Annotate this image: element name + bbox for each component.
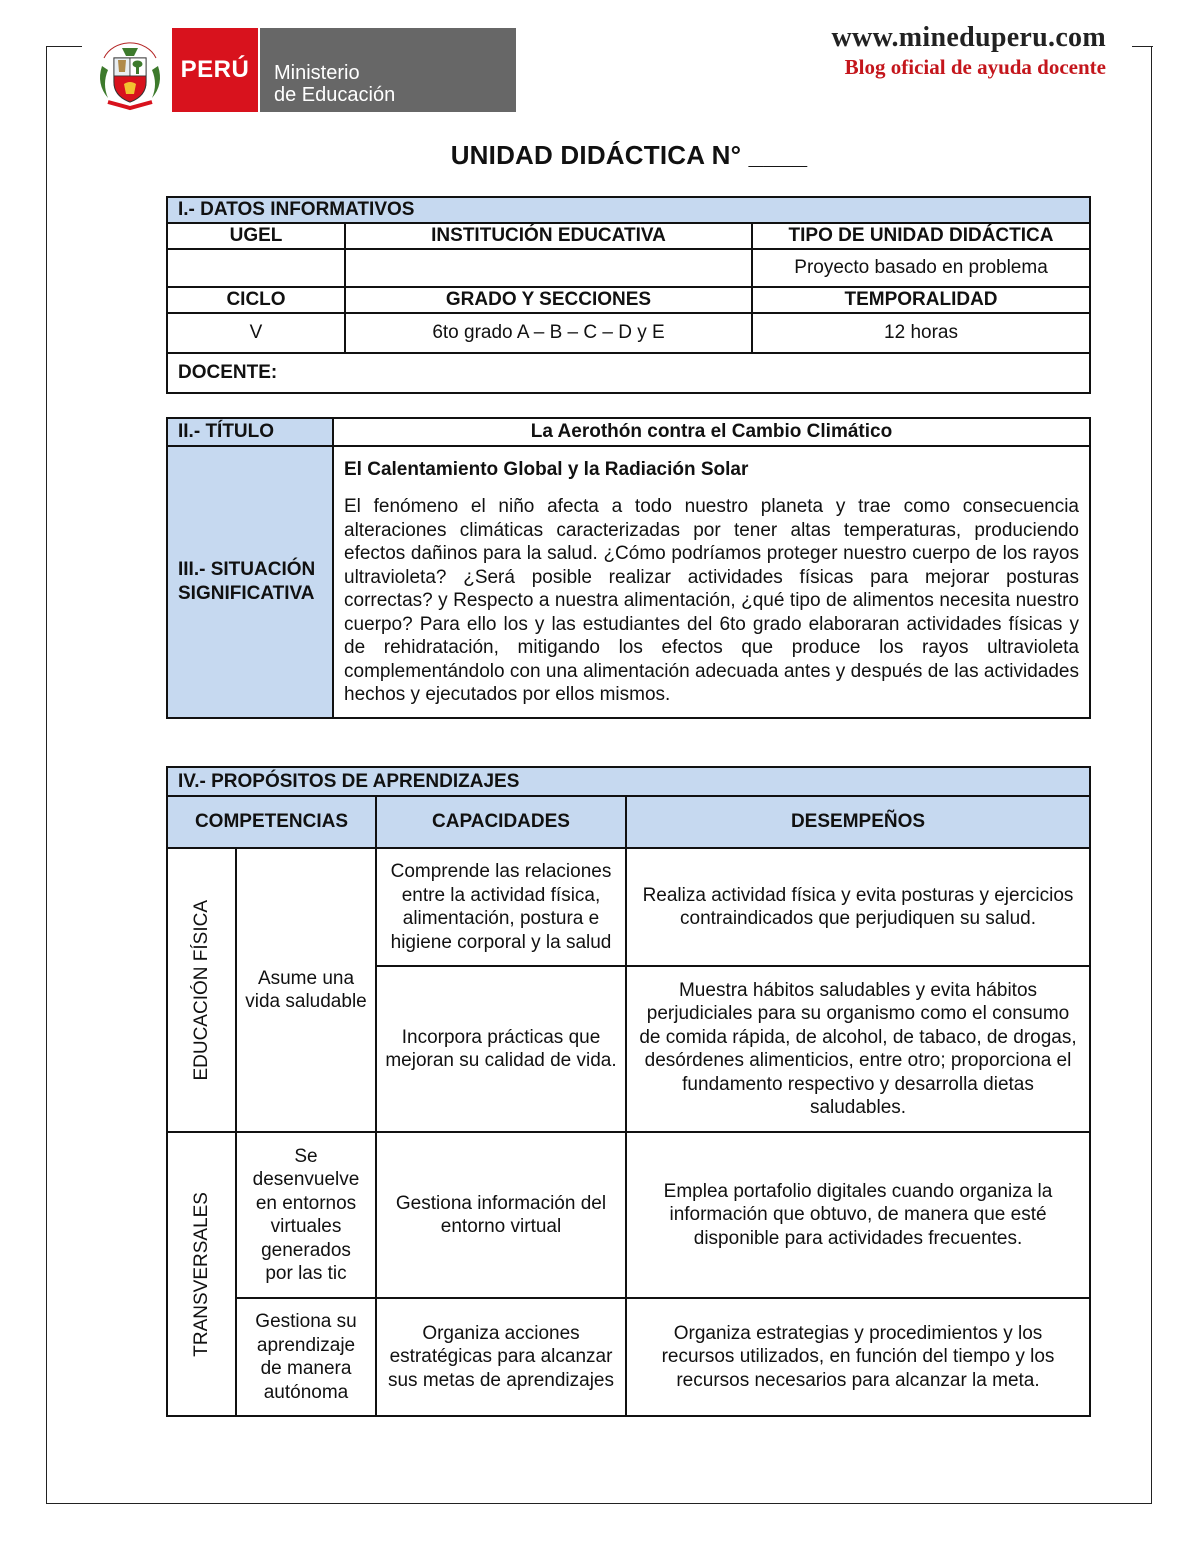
docente-label: DOCENTE: [167,353,1090,393]
competencia-vida-saludable: Asume una vida saludable [236,848,376,1132]
situacion-content [333,446,1090,718]
situacion-label: III.- SITUACIÓN SIGNIFICATIVA [167,446,333,718]
institucion-value [345,249,752,287]
desempeno-cell: Realiza actividad física y evita posturas y ejercicios contraindicados que perjudiquen su salud. [626,848,1090,966]
ministry-logo [260,28,516,112]
competencia-cell: Se desenvuelve en entornos virtuales generados por las tic [236,1132,376,1298]
capacidad-cell: Organiza acciones estratégicas para alcanzar sus metas de aprendizajes [376,1298,626,1416]
desempeno-cell: Organiza estrategias y procedimientos y los recursos utilizados, en función del tiempo y los recursos necesarios para alcanzar la meta. [626,1298,1090,1416]
ugel-label: UGEL [167,223,345,249]
site-tagline: Blog oficial de ayuda docente [844,55,1106,79]
tipo-unidad-value: Proyecto basado en problema [752,249,1090,287]
situacion-subtitle: El Calentamiento Global y la Radiación Solar [344,459,749,480]
capacidad-cell: Incorpora prácticas que mejoran su calidad de vida. [376,966,626,1132]
grado-label: GRADO Y SECCIONES [345,287,752,313]
temporalidad-value: 12 horas [752,313,1090,353]
coat-of-arms-icon [94,36,166,112]
col-competencias: COMPETENCIAS [167,796,376,848]
ministry-line2: de Educación [274,84,396,106]
temporalidad-label: TEMPORALIDAD [752,287,1090,313]
ciclo-label: CICLO [167,287,345,313]
ciclo-value: V [167,313,345,353]
area-transversales-label: TRANSVERSALES [190,1191,212,1357]
desempeno-cell: Emplea portafolio digitales cuando organiza la información que obtuvo, de manera que esté disponible para actividades frecuentes. [626,1132,1090,1298]
capacidad-cell: Comprende las relaciones entre la actividad física, alimentación, postura e higiene corporal y la salud [376,848,626,966]
propositos-section-title: IV.- PROPÓSITOS DE APRENDIZAJES [167,767,1090,796]
titulo-label: II.- TÍTULO [167,418,333,446]
document-title: UNIDAD DIDÁCTICA N° ____ [450,140,808,170]
ugel-value [167,249,345,287]
frame-top-left [46,46,82,47]
area-educacion-fisica-label: EDUCACIÓN FÍSICA [190,899,212,1081]
propositos-table [166,766,1091,1417]
tipo-unidad-label: TIPO DE UNIDAD DIDÁCTICA [752,223,1090,249]
area-educacion-fisica [167,848,236,1132]
competencia-cell: Gestiona su aprendizaje de manera autónoma [236,1298,376,1416]
frame-top-right [1132,46,1153,47]
col-capacidades: CAPACIDADES [376,796,626,848]
desempeno-cell: Muestra hábitos saludables y evita hábitos perjudiciales para su organismo como el consumo de comida rápida, de alcohol, de tabaco, de drogas, desórdenes alimenticios, entre otro; proporciona el fundamento respectivo y desarrolla dietas saludables. [626,966,1090,1132]
area-transversales [167,1132,236,1416]
situacion-paragraph: El fenómeno el niño afecta a todo nuestro planeta y trae como consecuencia alteraciones climáticas caracterizadas por tener altas temperaturas, produciendo efectos dañinos para la salud. ¿Cómo podríamos proteger nuestro cuerpo de los rayos ultravioleta? ¿Será posible realizar actividades físicas para mejorar posturas correctas? y Respecto a nuestra alimentación, ¿qué tipo de alimentos necesita nuestro cuerpo? Para ello los y las estudiantes del 6to grado elaboraran actividades físicas y de rehidratación, mitigando los efectos que produce los rayos ultravioleta complementándolo con una alimentación adecuada antes y después de las actividades hechos y ejecutados por ellos mismos. [344,496,1079,705]
site-url: www.mineduperu.com [831,22,1106,53]
col-desempenos: DESEMPEÑOS [626,796,1090,848]
ministry-line1: Ministerio [274,62,360,84]
grado-value: 6to grado A – B – C – D y E [345,313,752,353]
datos-informativos-table [166,196,1091,394]
institucion-label: INSTITUCIÓN EDUCATIVA [345,223,752,249]
capacidad-cell: Gestiona información del entorno virtual [376,1132,626,1298]
datos-section-title: I.- DATOS INFORMATIVOS [167,197,1090,223]
titulo-value: La Aerothón contra el Cambio Climático [333,418,1090,446]
peru-logo: PERÚ [172,28,258,112]
titulo-situacion-table [166,417,1091,719]
